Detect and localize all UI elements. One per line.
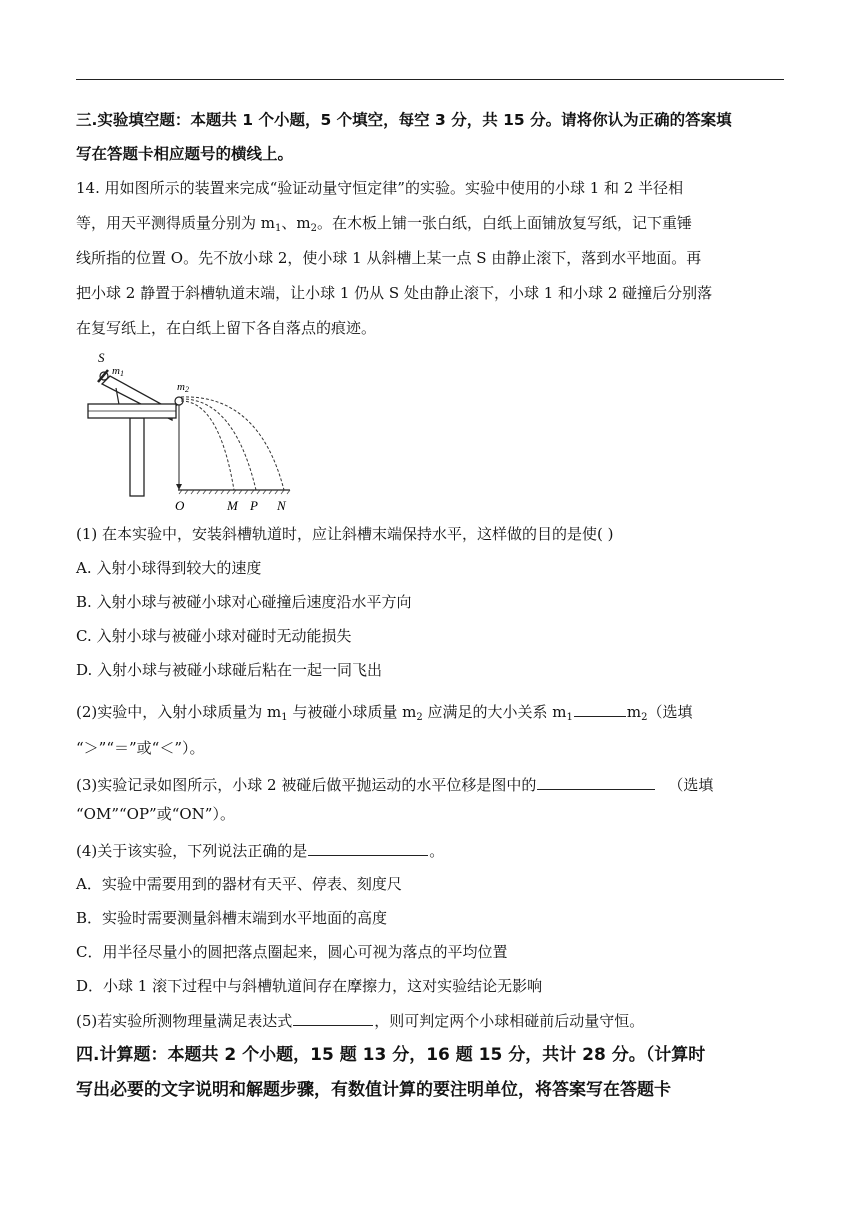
part2-line1: (2)实验中，入射小球质量为 $m_1$ 与被碰小球质量 $m_2$ 应满足的大小关系 $m_1$ $m_2$（选填 [76,703,693,723]
part3-line1: (3)实验记录如图所示，小球 2 被碰后做平抛运动的水平位移是图中的 （选填 [76,776,714,794]
label-m1: m1 [112,365,124,378]
q14-intro-line3: 线所指的位置 O。先不放小球 2，使小球 1 从斜槽上某一点 S 由静止滚下，落到水平地面。再 [76,249,702,267]
section4-heading-line2: 写出必要的文字说明和解题步骤，有数值计算的要注明单位，将答案写在答题卡 [76,1080,671,1100]
part5-line: (5)若实验所测物理量满足表达式 ，则可判定两个小球相碰前后动量守恒。 [76,1012,645,1030]
part1-option-b: B. 入射小球与被碰小球对心碰撞后速度沿水平方向 [76,593,412,611]
part5-answer-blank[interactable] [293,1010,373,1026]
part3-line2: “OM”“OP”或“ON”）。 [76,805,235,823]
label-o: O [175,498,185,513]
label-p: P [250,498,258,513]
q14-intro-line5: 在复写纸上，在白纸上留下各自落点的痕迹。 [76,319,377,337]
q14-intro-line4: 把小球 2 静置于斜槽轨道末端，让小球 1 仍从 S 处由静止滚下，小球 1 和小球 2 碰撞后分别落 [76,284,713,302]
q14-intro-line1: 14. 用如图所示的装置来完成“验证动量守恒定律”的实验。实验中使用的小球 1 和 2 半径相 [76,179,684,197]
part4-option-a: A．实验中需要用到的器材有天平、停表、刻度尺 [76,875,402,893]
header-rule [76,79,784,80]
part4-stem: (4)关于该实验，下列说法正确的是 。 [76,842,445,860]
support-post [130,418,144,496]
part1-stem: (1) 在本实验中，安装斜槽轨道时，应让斜槽末端保持水平，这样做的目的是使( ) [76,525,614,543]
part4-option-c: C．用半径尽量小的圆把落点圈起来，圆心可视为落点的平均位置 [76,943,508,961]
label-m: M [227,498,238,513]
part2-line2: “＞”“＝”或“＜”）。 [76,739,205,757]
part4-answer-blank[interactable] [308,840,428,856]
section3-heading-line1: 三.实验填空题：本题共 1 个小题，5 个填空，每空 3 分，共 15 分。请将你认为正确的答案填 [76,111,732,129]
label-m2: m2 [177,381,189,394]
part1-option-c: C. 入射小球与被碰小球对碰时无动能损失 [76,627,352,645]
label-s: S [98,350,105,365]
trajectory-p [181,399,256,490]
trajectory-n [181,397,284,490]
part1-option-d: D. 入射小球与被碰小球碰后粘在一起一同飞出 [76,661,383,679]
part2-answer-blank[interactable] [574,701,626,717]
q14-intro-line2: 等，用天平测得质量分别为 $m_1$、$m_2$。在木板上铺一张白纸，白纸上面铺放复写纸，记下重锤 [76,214,692,234]
part1-option-a: A. 入射小球得到较大的速度 [76,559,262,577]
part3-answer-blank[interactable] [537,774,655,790]
experiment-apparatus-figure [84,348,314,518]
section4-heading-line1: 四.计算题：本题共 2 个小题，15 题 13 分，16 题 15 分，共计 28 分。（计算时 [76,1045,706,1065]
part4-option-d: D．小球 1 滚下过程中与斜槽轨道间存在摩擦力，这对实验结论无影响 [76,977,543,995]
trajectory-m [181,401,234,490]
part4-option-b: B．实验时需要测量斜槽末端到水平地面的高度 [76,909,388,927]
label-n: N [277,498,286,513]
section3-heading-line2: 写在答题卡相应题号的横线上。 [76,145,294,163]
